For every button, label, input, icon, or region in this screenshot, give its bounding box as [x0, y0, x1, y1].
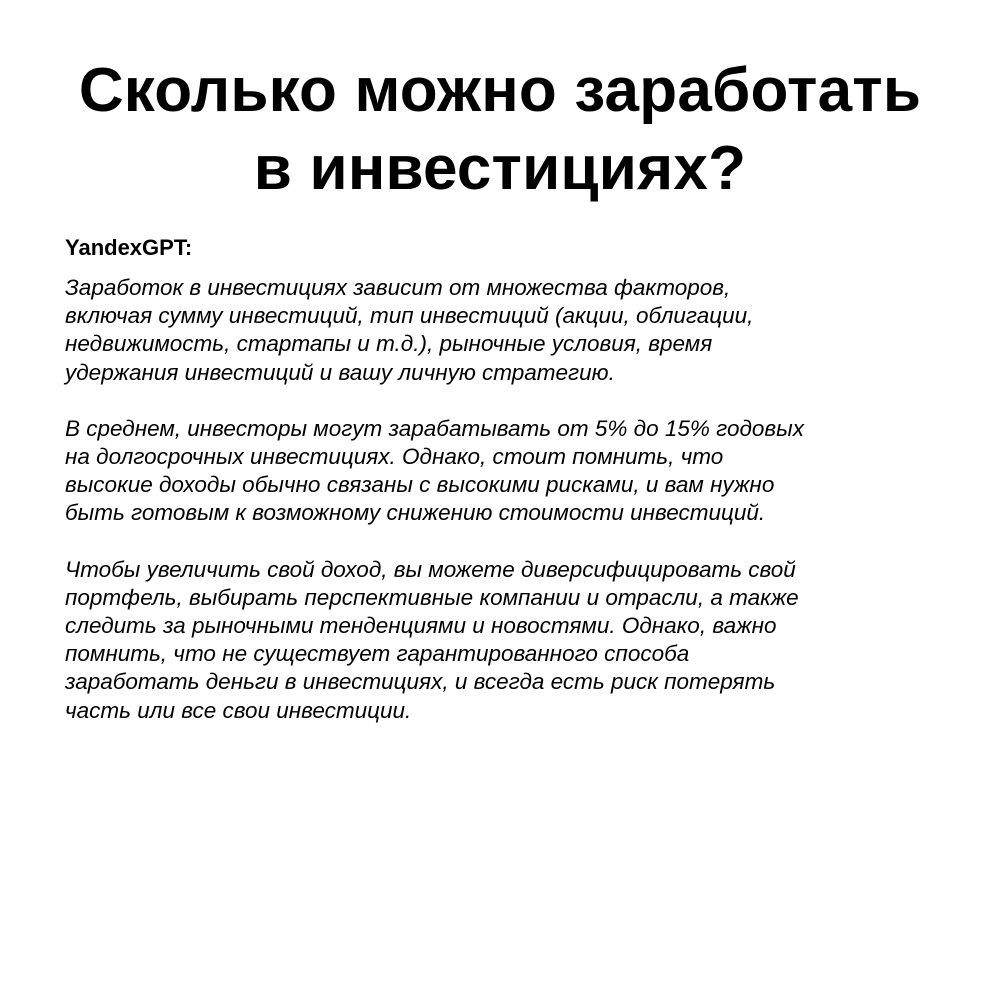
answer-author: YandexGPT: [65, 235, 193, 260]
answer-paragraph-2: В среднем, инвесторы могут зарабатывать от 5% до 15% годовых на долгосрочных инвестициях. Однако, стоит помнить, что высокие доходы обычно связаны с высокими рисками, и вам нужно быть готовым к возможному снижению стоимости инвестиций. [65, 415, 804, 526]
answer-paragraph-1: Заработок в инвестициях зависит от множества факторов, включая сумму инвестиций, тип инвестиций (акции, облигации, недвижимость, стартапы и т.д.), рыночные условия, время удержания инвестиций и вашу личную стратегию. [65, 275, 754, 385]
answer-block [65, 234, 955, 725]
answer-paragraph-3: Чтобы увеличить свой доход, вы можете диверсифицировать свой портфель, выбирать перспективные компании и отрасли, а также следить за рыночными тенденциями и новостями. Однако, важно помнить, что не существует гарантированного способа заработать деньги в инвестициях, и всегда есть риск потерять часть или все свои инвестиции. [65, 556, 799, 723]
page-title: Сколько можно заработать в инвестициях? [78, 56, 922, 203]
